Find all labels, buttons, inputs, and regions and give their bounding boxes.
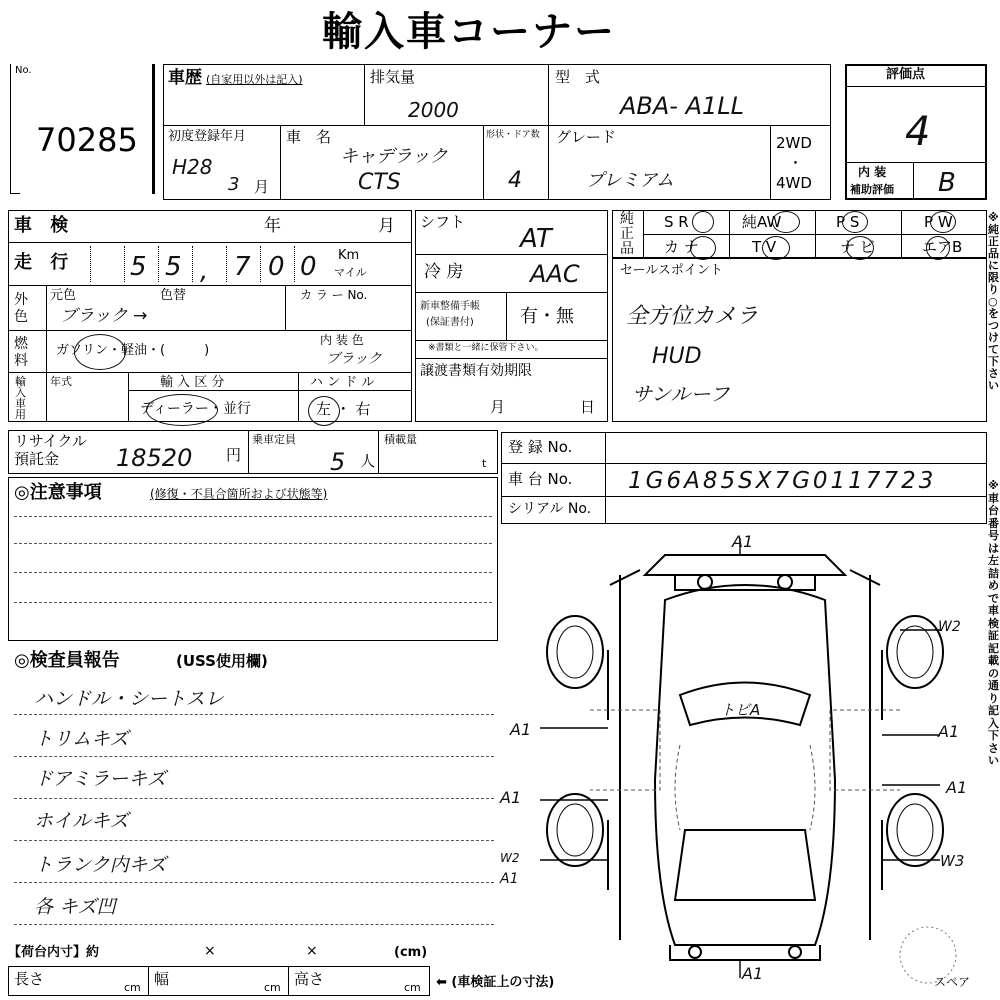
genuine-circle [692, 211, 714, 233]
mileage-digit: 7 [234, 252, 251, 282]
divider [46, 285, 47, 422]
damage-mark: W2 [500, 851, 520, 865]
divider [605, 432, 606, 524]
divider [128, 390, 412, 391]
exterior-color-no-label: カ ラ ー No. [300, 288, 368, 302]
chassis-value: 1G6A85SX7G0117723 [628, 468, 937, 494]
divider [192, 246, 193, 282]
manual-label-1: 新車整備手帳 [420, 301, 480, 312]
capacity-label: 乗車定員 [252, 433, 296, 446]
history-label: 車歴 [168, 68, 202, 88]
capacity-value: 5 [330, 448, 346, 476]
equipment-block [415, 210, 608, 422]
sheet-bracket-bottom [10, 193, 20, 194]
exterior-orig-label: 元色 [50, 288, 77, 303]
divider [815, 210, 816, 258]
interior-color-label: 内 装 色 [320, 333, 364, 347]
divider [128, 372, 129, 422]
mileage-mile: マイル [334, 266, 367, 279]
first-reg-month-unit: 月 [254, 178, 270, 196]
genuine-circle [930, 211, 956, 233]
cargo-height-label: 高さ [294, 970, 325, 988]
fuel-gasoline-circle [74, 334, 126, 370]
drive-2wd: 2WD [776, 134, 812, 152]
divider [158, 246, 159, 282]
mileage-km: Km [338, 248, 360, 263]
divider [729, 210, 730, 258]
interior-label-2: 補助評価 [850, 183, 894, 196]
cargo-x2: × [306, 943, 318, 959]
genuine-label: 純正品 [620, 211, 634, 257]
car-name-line2: CTS [358, 170, 401, 195]
sales-point-line: サンルーフ [632, 382, 730, 406]
first-reg-month: 3 [228, 174, 240, 195]
genuine-item: P W [924, 213, 953, 231]
divider [378, 430, 379, 474]
model-label: 型 式 [555, 68, 601, 86]
ac-label: 冷 房 [424, 262, 464, 282]
windshield-mark: トビA [720, 701, 761, 719]
sales-point-line: HUD [652, 344, 702, 369]
inspection-label: 車 検 [14, 215, 75, 236]
recycle-label-2: 預託金 [14, 450, 60, 468]
genuine-item: エアB [922, 238, 963, 256]
notes-line [14, 516, 492, 517]
side-note-genuine: ※純正品に限り○をつけて下さい [988, 211, 999, 392]
exterior-label: 外色 [14, 292, 28, 325]
exterior-orig-value: ブラック → [60, 306, 148, 326]
genuine-item: P S [836, 213, 860, 231]
damage-mark: A1 [500, 788, 522, 807]
divider [260, 246, 261, 282]
divider [415, 292, 608, 293]
inspection-year: 年 [264, 216, 281, 236]
damage-mark: A1 [938, 722, 960, 741]
transfer-label: 譲渡書類有効期限 [420, 363, 532, 379]
inspector-sub: (USS使用欄) [176, 652, 268, 670]
inspector-line [14, 714, 494, 715]
damage-mark: A1 [742, 964, 764, 983]
divider [415, 340, 608, 341]
inspector-line [14, 840, 494, 841]
genuine-circle [842, 211, 868, 233]
divider [483, 125, 484, 200]
damage-mark: A1 [510, 720, 532, 739]
mileage-digit: 0 [268, 252, 285, 282]
displacement-value: 2000 [408, 98, 459, 122]
genuine-circle [926, 236, 950, 260]
drive-dot: ・ [788, 154, 804, 172]
cargo-label: 【荷台内寸】約 [8, 945, 100, 960]
displacement-label: 排気量 [370, 68, 416, 86]
load-unit: t [482, 457, 487, 470]
import-label: 輸入車用 [15, 375, 26, 421]
import-type-label: 輸 入 区 分 [160, 375, 225, 390]
divider [8, 242, 412, 243]
sales-point-line: 全方位カメラ [626, 304, 759, 329]
divider [8, 285, 412, 286]
recycle-value: 18520 [116, 444, 193, 472]
mileage-digit: 5 [165, 252, 182, 282]
shift-value: AT [520, 224, 552, 254]
grade-value: プレミアム [586, 170, 675, 191]
sales-point-label: セールスポイント [620, 263, 723, 278]
model-value: ABA- A1LL [620, 92, 745, 120]
divider [501, 463, 987, 464]
divider [901, 210, 902, 258]
divider [124, 246, 125, 282]
damage-mark: A1 [946, 778, 968, 797]
genuine-circle [690, 236, 716, 260]
divider [548, 125, 549, 200]
divider [770, 125, 771, 200]
divider [501, 496, 987, 497]
divider [294, 246, 295, 282]
registration-label: 登 録 No. [508, 438, 573, 456]
cargo-cm: cm [404, 981, 421, 994]
score-value: 4 [905, 109, 931, 155]
inspection-month: 月 [378, 216, 395, 236]
inspector-line [14, 756, 494, 757]
divider [8, 330, 412, 331]
notes-line [14, 602, 492, 603]
inspector-line [14, 882, 494, 883]
car-name-label: 車 名 [286, 128, 332, 146]
inspector-note: トリムキズ [34, 728, 129, 750]
inspector-note: ドアミラーキズ [34, 768, 167, 790]
genuine-item: T V [752, 238, 777, 256]
divider [226, 246, 227, 282]
drive-4wd: 4WD [776, 174, 812, 192]
mileage-digit: , [200, 256, 209, 286]
cargo-x1: × [204, 943, 216, 959]
damage-mark: A1 [500, 871, 519, 887]
cargo-cm: cm [124, 981, 141, 994]
serial-label: シリアル No. [508, 501, 592, 517]
recycle-unit: 円 [226, 446, 242, 464]
sheet-bracket-right [152, 64, 155, 194]
divider [415, 254, 608, 255]
divider [506, 292, 507, 340]
divider [415, 358, 608, 359]
genuine-item: ナ ビ [840, 238, 875, 256]
exterior-change-label: 色替 [160, 288, 187, 303]
manual-note: ※書類と一緒に保管下さい。 [428, 343, 544, 353]
genuine-item: カ ナ [664, 238, 699, 256]
import-dealer-circle [146, 394, 218, 426]
sheet-bracket-left [10, 64, 11, 194]
transfer-day: 日 [580, 398, 596, 416]
damage-mark: A1 [732, 532, 754, 551]
cargo-unit: (cm) [394, 945, 428, 960]
manual-value: 有・無 [520, 306, 574, 327]
cargo-cm: cm [264, 981, 281, 994]
cargo-note: ⬅ (車検証上の寸法) [436, 975, 555, 990]
inspector-line [14, 924, 494, 925]
divider [90, 246, 91, 282]
fuel-options: ガソリン・軽油・( ) [56, 343, 210, 358]
notes-line [14, 572, 492, 573]
ac-value: AAC [530, 260, 580, 288]
genuine-item: S R [664, 213, 689, 231]
spare-label: スペア [934, 975, 971, 989]
inspector-note: ハンドル・シートスレ [34, 688, 224, 710]
notes-sub: (修復・不具合箇所および状態等) [150, 487, 328, 501]
genuine-item: 純AW [742, 213, 782, 231]
doors-value: 4 [508, 168, 522, 193]
interior-color-value: ブラック [326, 351, 382, 367]
divider [288, 966, 289, 996]
import-type-value: ディーラー・並行 [140, 401, 251, 417]
first-reg-year: H28 [172, 155, 213, 179]
sheet-number: 70285 [36, 121, 138, 159]
genuine-circle [762, 236, 790, 260]
interior-label-1: 内 装 [858, 165, 887, 179]
cargo-width-label: 幅 [154, 970, 170, 988]
notes-line [14, 543, 492, 544]
manual-label-2: (保証書付) [426, 317, 474, 328]
divider [148, 966, 149, 996]
grade-label: グレード [556, 128, 617, 146]
divider [913, 162, 914, 200]
divider [548, 64, 549, 125]
mileage-digit: 5 [130, 252, 147, 282]
inspector-label: ◎検査員報告 [14, 650, 120, 671]
genuine-circle [846, 236, 874, 260]
handle-label: ハ ン ド ル [310, 375, 375, 390]
divider [8, 372, 412, 373]
transfer-month: 月 [490, 398, 506, 416]
capacity-unit: 人 [360, 452, 376, 470]
mileage-label: 走 行 [14, 252, 75, 273]
history-note: (自家用以外は記入) [206, 73, 303, 86]
cargo-dimensions [8, 966, 430, 996]
cargo-length-label: 長さ [14, 970, 45, 988]
load-label: 積載量 [384, 433, 417, 446]
import-year-label: 年式 [50, 375, 72, 388]
divider [845, 86, 987, 87]
divider [285, 285, 286, 330]
notes-label: ◎注意事項 [14, 482, 102, 503]
damage-mark: W2 [938, 619, 961, 635]
divider [364, 64, 365, 125]
genuine-circle [772, 211, 800, 233]
interior-score-value: B [938, 168, 956, 198]
inspector-note: 各 キズ凹 [34, 896, 116, 918]
recycle-label-1: リサイクル [14, 432, 87, 450]
divider [280, 125, 281, 200]
doors-label: 形状・ドア数 [486, 130, 540, 140]
mileage-digit: 0 [300, 252, 317, 282]
inspector-line [14, 798, 494, 799]
page-title: 輸入車コーナー [322, 9, 616, 55]
handle-left-circle [308, 396, 340, 426]
inspector-note: トランク内キズ [34, 854, 167, 876]
car-diagram [500, 530, 986, 1000]
damage-mark: W3 [940, 852, 965, 870]
score-label: 評価点 [886, 67, 926, 82]
shift-label: シフト [420, 213, 466, 231]
side-note-chassis: ※車台番号は左詰めで車検証記載の通り記入下さい [988, 479, 999, 767]
divider [248, 430, 249, 474]
sheet-no-label: No. [15, 65, 32, 76]
top-info-divider [163, 125, 831, 126]
fuel-label: 燃料 [14, 336, 28, 369]
handle-value: 左 ・ 右 [316, 400, 371, 418]
car-name-line1: キャデラック [340, 146, 448, 167]
inspector-note: ホイルキズ [34, 810, 129, 832]
chassis-label: 車 台 No. [508, 470, 573, 488]
divider [298, 372, 299, 422]
first-reg-label: 初度登録年月 [168, 129, 247, 144]
